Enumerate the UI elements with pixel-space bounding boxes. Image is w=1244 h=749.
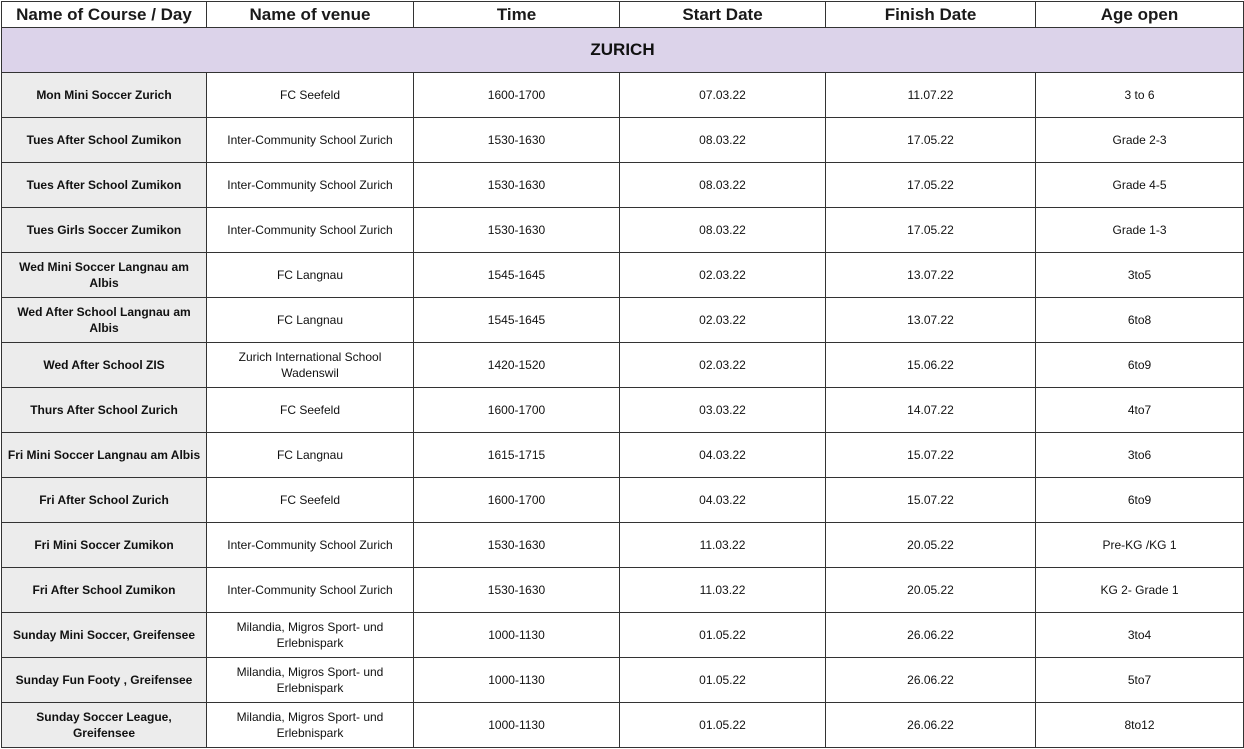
start-date-cell: 07.03.22 xyxy=(620,73,826,118)
table-row xyxy=(2,388,1244,433)
age-cell: Grade 4-5 xyxy=(1036,163,1244,208)
finish-date-cell: 14.07.22 xyxy=(826,388,1036,433)
course-name-cell: Thurs After School Zurich xyxy=(2,388,207,433)
region-row xyxy=(2,28,1244,73)
table-row xyxy=(2,253,1244,298)
start-date-cell: 03.03.22 xyxy=(620,388,826,433)
age-cell: KG 2- Grade 1 xyxy=(1036,568,1244,613)
finish-date-cell: 20.05.22 xyxy=(826,523,1036,568)
age-cell: 8to12 xyxy=(1036,703,1244,748)
venue-cell: Inter-Community School Zurich xyxy=(207,208,414,253)
age-cell: 6to9 xyxy=(1036,478,1244,523)
course-name-cell: Mon Mini Soccer Zurich xyxy=(2,73,207,118)
time-cell: 1530-1630 xyxy=(414,208,620,253)
start-date-cell: 02.03.22 xyxy=(620,253,826,298)
age-cell: 3to6 xyxy=(1036,433,1244,478)
course-name-cell: Sunday Soccer League, Greifensee xyxy=(2,703,207,748)
header-time: Time xyxy=(414,2,620,28)
finish-date-cell: 15.07.22 xyxy=(826,433,1036,478)
start-date-cell: 08.03.22 xyxy=(620,208,826,253)
age-cell: 5to7 xyxy=(1036,658,1244,703)
start-date-cell: 01.05.22 xyxy=(620,658,826,703)
start-date-cell: 01.05.22 xyxy=(620,613,826,658)
venue-cell: FC Langnau xyxy=(207,433,414,478)
venue-cell: FC Seefeld xyxy=(207,388,414,433)
course-name-cell: Sunday Mini Soccer, Greifensee xyxy=(2,613,207,658)
time-cell: 1000-1130 xyxy=(414,658,620,703)
table-row xyxy=(2,613,1244,658)
age-cell: 3to4 xyxy=(1036,613,1244,658)
table-row xyxy=(2,343,1244,388)
header-course: Name of Course / Day xyxy=(2,2,207,28)
start-date-cell: 04.03.22 xyxy=(620,433,826,478)
course-name-cell: Fri After School Zumikon xyxy=(2,568,207,613)
header-age-open: Age open xyxy=(1036,2,1244,28)
time-cell: 1545-1645 xyxy=(414,298,620,343)
table-row xyxy=(2,163,1244,208)
time-cell: 1600-1700 xyxy=(414,73,620,118)
age-cell: 6to8 xyxy=(1036,298,1244,343)
age-cell: 3 to 6 xyxy=(1036,73,1244,118)
time-cell: 1420-1520 xyxy=(414,343,620,388)
finish-date-cell: 13.07.22 xyxy=(826,253,1036,298)
finish-date-cell: 26.06.22 xyxy=(826,613,1036,658)
finish-date-cell: 17.05.22 xyxy=(826,208,1036,253)
time-cell: 1530-1630 xyxy=(414,523,620,568)
venue-cell: FC Langnau xyxy=(207,298,414,343)
course-name-cell: Wed After School ZIS xyxy=(2,343,207,388)
start-date-cell: 08.03.22 xyxy=(620,118,826,163)
venue-cell: Milandia, Migros Sport- und Erlebnispark xyxy=(207,703,414,748)
age-cell: 6to9 xyxy=(1036,343,1244,388)
start-date-cell: 11.03.22 xyxy=(620,523,826,568)
venue-cell: Inter-Community School Zurich xyxy=(207,163,414,208)
finish-date-cell: 17.05.22 xyxy=(826,163,1036,208)
course-name-cell: Fri Mini Soccer Zumikon xyxy=(2,523,207,568)
age-cell: 3to5 xyxy=(1036,253,1244,298)
age-cell: Pre-KG /KG 1 xyxy=(1036,523,1244,568)
course-name-cell: Sunday Fun Footy , Greifensee xyxy=(2,658,207,703)
time-cell: 1000-1130 xyxy=(414,703,620,748)
start-date-cell: 08.03.22 xyxy=(620,163,826,208)
course-name-cell: Wed After School Langnau am Albis xyxy=(2,298,207,343)
venue-cell: Milandia, Migros Sport- und Erlebnispark xyxy=(207,658,414,703)
table-row xyxy=(2,523,1244,568)
venue-cell: Milandia, Migros Sport- und Erlebnispark xyxy=(207,613,414,658)
time-cell: 1000-1130 xyxy=(414,613,620,658)
finish-date-cell: 26.06.22 xyxy=(826,703,1036,748)
time-cell: 1600-1700 xyxy=(414,478,620,523)
course-name-cell: Tues Girls Soccer Zumikon xyxy=(2,208,207,253)
header-start-date: Start Date xyxy=(620,2,826,28)
header-venue: Name of venue xyxy=(207,2,414,28)
time-cell: 1600-1700 xyxy=(414,388,620,433)
header-finish-date: Finish Date xyxy=(826,2,1036,28)
course-name-cell: Wed Mini Soccer Langnau am Albis xyxy=(2,253,207,298)
venue-cell: Inter-Community School Zurich xyxy=(207,568,414,613)
finish-date-cell: 13.07.22 xyxy=(826,298,1036,343)
table-row xyxy=(2,73,1244,118)
venue-cell: Inter-Community School Zurich xyxy=(207,118,414,163)
time-cell: 1530-1630 xyxy=(414,163,620,208)
table-row xyxy=(2,703,1244,748)
table-row xyxy=(2,568,1244,613)
venue-cell: Inter-Community School Zurich xyxy=(207,523,414,568)
venue-cell: FC Langnau xyxy=(207,253,414,298)
start-date-cell: 02.03.22 xyxy=(620,343,826,388)
time-cell: 1530-1630 xyxy=(414,568,620,613)
table-row xyxy=(2,658,1244,703)
start-date-cell: 02.03.22 xyxy=(620,298,826,343)
table-row xyxy=(2,433,1244,478)
age-cell: 4to7 xyxy=(1036,388,1244,433)
time-cell: 1530-1630 xyxy=(414,118,620,163)
course-name-cell: Tues After School Zumikon xyxy=(2,163,207,208)
table-row xyxy=(2,298,1244,343)
course-schedule-table xyxy=(1,1,1244,748)
finish-date-cell: 15.06.22 xyxy=(826,343,1036,388)
time-cell: 1545-1645 xyxy=(414,253,620,298)
start-date-cell: 11.03.22 xyxy=(620,568,826,613)
table-row xyxy=(2,478,1244,523)
start-date-cell: 01.05.22 xyxy=(620,703,826,748)
finish-date-cell: 15.07.22 xyxy=(826,478,1036,523)
age-cell: Grade 1-3 xyxy=(1036,208,1244,253)
start-date-cell: 04.03.22 xyxy=(620,478,826,523)
finish-date-cell: 26.06.22 xyxy=(826,658,1036,703)
region-title: ZURICH xyxy=(2,28,1244,73)
course-name-cell: Fri Mini Soccer Langnau am Albis xyxy=(2,433,207,478)
time-cell: 1615-1715 xyxy=(414,433,620,478)
table-row xyxy=(2,208,1244,253)
venue-cell: FC Seefeld xyxy=(207,478,414,523)
header-row xyxy=(2,2,1244,28)
venue-cell: FC Seefeld xyxy=(207,73,414,118)
course-name-cell: Fri After School Zurich xyxy=(2,478,207,523)
finish-date-cell: 17.05.22 xyxy=(826,118,1036,163)
course-name-cell: Tues After School Zumikon xyxy=(2,118,207,163)
age-cell: Grade 2-3 xyxy=(1036,118,1244,163)
finish-date-cell: 11.07.22 xyxy=(826,73,1036,118)
table-row xyxy=(2,118,1244,163)
finish-date-cell: 20.05.22 xyxy=(826,568,1036,613)
venue-cell: Zurich International School Wadenswil xyxy=(207,343,414,388)
